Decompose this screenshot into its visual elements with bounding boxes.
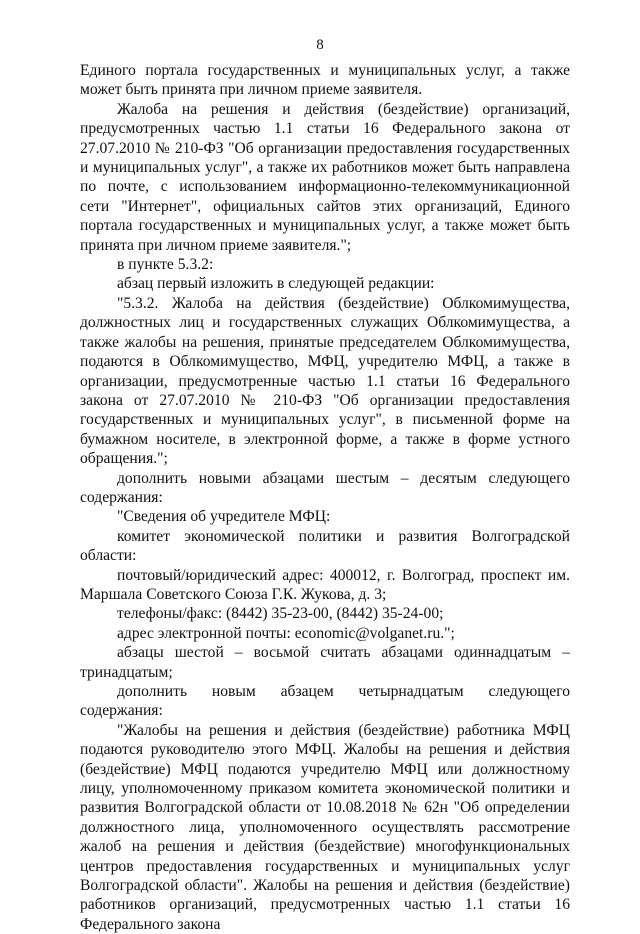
paragraph: дополнить новыми абзацами шестым – десятым следующего содержания:	[80, 469, 570, 506]
paragraph: Жалоба на решения и действия (бездействие) организаций, предусмотренных частью 1.1 статьи 16 Федерального закона от 27.07.2010 № 210-ФЗ "Об организации предоставления государственных и муниципальных услуг", а также их работников может быть направлена по почте, с использованием информационно-телекоммуникационной сети "Интернет", официальных сайтов этих организаций, Единого портала государственных и муниципальных услуг, а также может быть принята при личном приеме заявителя.";	[80, 100, 570, 254]
paragraph: телефоны/факс: (8442) 35-23-00, (8442) 35-24-00;	[117, 605, 444, 623]
document-body	[80, 61, 570, 934]
paragraph: "Жалобы на решения и действия (бездействие) работника МФЦ подаются руководителю этого МФЦ. Жалобы на решения и действия (бездействие) МФЦ подаются учредителю МФЦ или должностному лицу, уполномоченному приказом комитета экономической политики и развития Волгоградской области от 10.08.2018 № 62н "Об определении должностного лица, уполномоченного осуществлять рассмотрение жалоб на решения и действия (бездействие) многофункциональных центров предоставления государственных и муниципальных услуг Волгоградской области". Жалобы на решения и действия (бездействие) работников организаций, предусмотренных частью 1.1 статьи 16 Федерального закона	[80, 721, 570, 933]
paragraph: абзац первый изложить в следующей редакции:	[117, 275, 435, 293]
paragraph: абзацы шестой – восьмой считать абзацами одиннадцатым – тринадцатым;	[80, 644, 570, 681]
paragraph: дополнить новым абзацем четырнадцатым следующего содержания:	[80, 683, 570, 720]
paragraph: почтовый/юридический адрес: 400012, г. Волгоград, проспект им. Маршала Советского Союза Г.К. Жукова, д. 3;	[80, 566, 570, 603]
paragraph: Единого портала государственных и муниципальных услуг, а также может быть принята при личном приеме заявителя.	[80, 62, 570, 99]
paragraph: "5.3.2. Жалоба на действия (бездействие) Облкомимущества, должностных лиц и государственных служащих Облкомимущества, а также жалобы на решения, принятые председателем Облкомимущества, подаются в Облкомимущество, МФЦ, учредителю МФЦ, а также в организации, предусмотренные частью 1.1 статьи 16 Федерального закона от 27.07.2010 № 210-ФЗ "Об организации предоставления государственных и муниципальных услуг", в письменной форме на бумажном носителе, в электронной форме, а также в форме устного обращения.";	[80, 294, 570, 468]
page-number: 8	[316, 37, 324, 53]
paragraph: в пункте 5.3.2:	[117, 256, 214, 274]
paragraph: комитет экономической политики и развития Волгоградской области:	[80, 527, 570, 565]
paragraph: "Сведения об учредителе МФЦ:	[117, 508, 331, 526]
paragraph: адрес электронной почты: economic@volganet.ru.";	[117, 624, 455, 642]
